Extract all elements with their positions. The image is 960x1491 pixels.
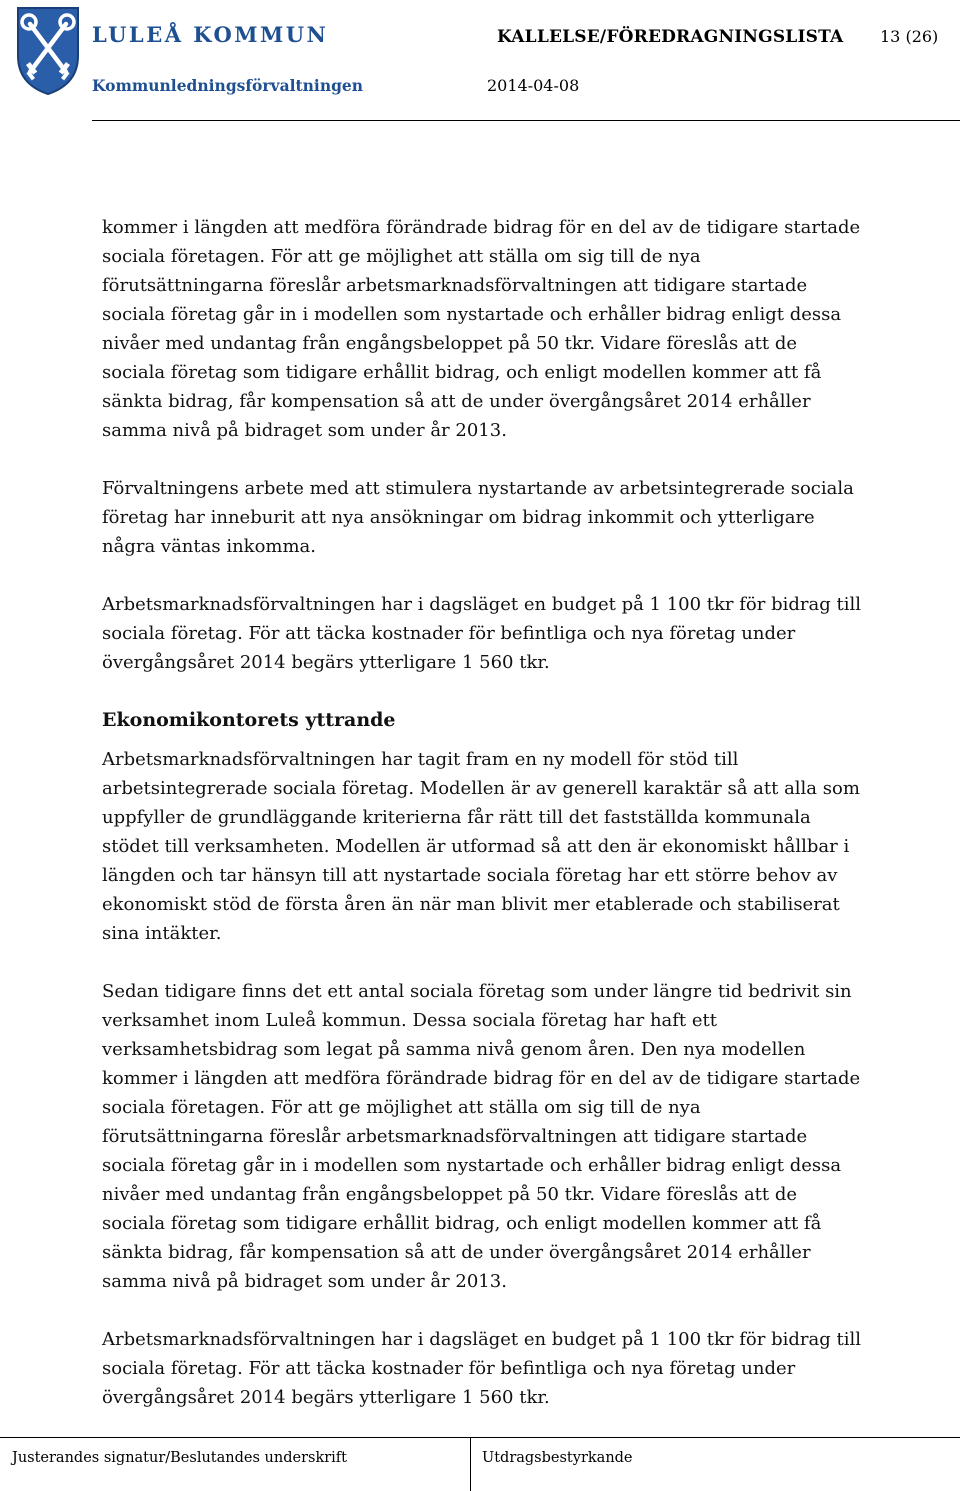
document-body	[102, 213, 862, 1412]
document-type: KALLELSE/FÖREDRAGNINGSLISTA	[497, 27, 844, 47]
page-footer	[0, 1437, 960, 1491]
footer-vertical-divider	[470, 1437, 471, 1491]
header-divider	[92, 120, 960, 121]
paragraph-4: Arbetsmarknadsförvaltningen har tagit fram en ny modell för stöd till arbetsintegrerade sociala företag. Modellen är av generell karaktär så att alla som uppfyller de grundläggande kriterierna får rätt till det fastställda kommunala stödet till verksamheten. Modellen är utformad så att den är ekonomiskt hållbar i längden och tar hänsyn till att nystartade sociala företag har ett större behov av ekonomiskt stöd de första åren än när man blivit mer etablerade och stabiliserat sina intäkter.	[102, 749, 860, 944]
city-coat-of-arms-keys-icon	[14, 4, 82, 96]
paragraph-5: Sedan tidigare finns det ett antal sociala företag som under längre tid bedrivit sin verksamhet inom Luleå kommun. Dessa sociala företag har haft ett verksamhetsbidrag som legat på samma nivå genom åren. Den nya modellen kommer i längden att medföra förändrade bidrag för en del av de tidigare startade sociala företagen. För att ge möjlighet att ställa om sig till de nya förutsättningarna föreslår arbetsmarknadsförvaltningen att tidigare startade sociala företag går in i modellen som nystartade och erhåller bidrag enligt dessa nivåer med undantag från engångsbeloppet på 50 tkr. Vidare föreslås att de sociala företag som tidigare erhållit bidrag, och enligt modellen kommer att få sänkta bidrag, får kompensation så att de under övergångsåret 2014 erhåller samma nivå på bidraget som under år 2013.	[102, 981, 861, 1292]
paragraph-6: Arbetsmarknadsförvaltningen har i dagsläget en budget på 1 100 tkr för bidrag till sociala företag. För att täcka kostnader för befintliga och nya företag under övergångsåret 2014 begärs ytterligare 1 560 tkr.	[102, 1329, 861, 1408]
certification-label: Utdragsbestyrkande	[482, 1450, 633, 1466]
footer-divider-line	[0, 1437, 960, 1438]
department-name: Kommunledningsförvaltningen	[92, 76, 364, 95]
paragraph-2: Förvaltningens arbete med att stimulera nystartande av arbetsintegrerade sociala företag har inneburit att nya ansökningar om bidrag inkommit och ytterligare några väntas inkomma.	[102, 478, 854, 557]
section-heading: Ekonomikontorets yttrande	[102, 709, 396, 731]
organization-name: LULEÅ KOMMUN	[92, 22, 329, 47]
document-date: 2014-04-08	[487, 76, 580, 95]
paragraph-1: kommer i längden att medföra förändrade bidrag för en del av de tidigare startade sociala företagen. För att ge möjlighet att ställa om sig till de nya förutsättningarna föreslår arbetsmarknadsförvaltningen att tidigare startade sociala företag går in i modellen som nystartade och erhåller bidrag enligt dessa nivåer med undantag från engångsbeloppet på 50 tkr. Vidare föreslås att de sociala företag som tidigare erhållit bidrag, och enligt modellen kommer att få sänkta bidrag, får kompensation så att de under övergångsåret 2014 erhåller samma nivå på bidraget som under år 2013.	[102, 217, 861, 441]
page-header	[0, 0, 960, 124]
page-number: 13 (26)	[880, 27, 939, 46]
paragraph-3: Arbetsmarknadsförvaltningen har i dagsläget en budget på 1 100 tkr för bidrag till sociala företag. För att täcka kostnader för befintliga och nya företag under övergångsåret 2014 begärs ytterligare 1 560 tkr.	[102, 594, 861, 673]
signature-label: Justerandes signatur/Beslutandes underskrift	[12, 1450, 347, 1466]
